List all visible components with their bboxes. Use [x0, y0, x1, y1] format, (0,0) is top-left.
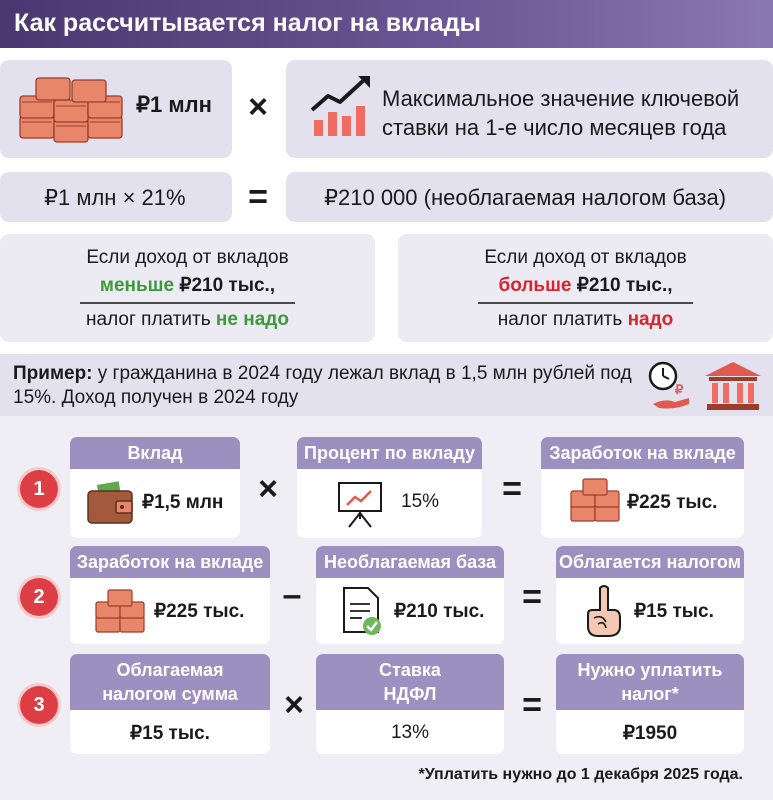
multiply-text: ₽1 млн × 21%	[44, 185, 186, 210]
condition-less-verdict: не надо	[215, 308, 289, 330]
step-number-1: 1	[20, 470, 58, 508]
card-value: ₽1,5 млн	[142, 492, 224, 513]
equals-sign: =	[248, 178, 268, 216]
key-rate-box	[286, 60, 773, 158]
divider	[80, 302, 295, 304]
footnote: *Уплатить нужно до 1 декабря 2025 года.	[418, 766, 743, 783]
card-header: Облагаемая налогом сумма	[70, 654, 270, 710]
condition-more-verdict: надо	[627, 308, 674, 330]
example-body: у гражданина в 2024 году лежал вклад в 1,5 млн рублей под 15%. Доход получен в 2024 году	[13, 363, 632, 408]
condition-more-amount: ₽210 тыс.,	[576, 275, 673, 296]
svg-text:₽: ₽	[675, 382, 684, 397]
card-header: Облагается налогом	[556, 546, 744, 578]
card-value: 15%	[401, 491, 440, 512]
wallet-icon	[86, 481, 136, 525]
condition-more-line1: Если доход от вкладов	[484, 247, 687, 268]
card-header: Заработок на вкладе	[70, 546, 270, 578]
card-header: Нужно уплатить налог*	[556, 654, 744, 710]
example-text	[13, 362, 633, 410]
condition-more-word: больше	[498, 275, 572, 296]
multiply-sign: ×	[248, 88, 268, 126]
multiply-sign: ×	[258, 470, 278, 508]
card-value: ₽225 тыс.	[154, 601, 245, 622]
card-value: ₽15 тыс.	[130, 723, 210, 744]
minus-sign: –	[282, 576, 302, 614]
card-header: Вклад	[70, 437, 240, 469]
example-section	[0, 354, 773, 416]
condition-less-amount: ₽210 тыс.,	[179, 275, 276, 296]
deposit-box	[0, 60, 232, 158]
condition-more-pre: налог платить	[497, 308, 628, 330]
step3-taxable-sum-card	[70, 654, 270, 754]
money-stack-icon	[569, 477, 621, 525]
equals-sign: =	[502, 470, 522, 508]
step2-nontaxable-card	[316, 546, 504, 644]
deposit-amount: ₽1 млн	[136, 92, 212, 117]
step-number-3: 3	[20, 686, 58, 724]
presentation-chart-icon	[335, 479, 385, 529]
money-stack-icon	[14, 74, 130, 146]
step3-tax-due-card	[556, 654, 744, 754]
condition-more	[398, 234, 773, 342]
card-value: ₽225 тыс.	[627, 492, 718, 513]
multiply-box	[0, 172, 232, 222]
card-header: Процент по вкладу	[297, 437, 482, 469]
step-number-2: 2	[20, 578, 58, 616]
condition-less-line1: Если доход от вкладов	[86, 247, 289, 268]
condition-less	[0, 234, 375, 342]
step3-ndfl-rate-card	[316, 654, 504, 754]
condition-less-word: меньше	[99, 275, 175, 296]
card-header: Заработок на вкладе	[541, 437, 744, 469]
card-value: ₽15 тыс.	[634, 601, 714, 622]
key-rate-text: Максимальное значение ключевой ставки на 1-е число месяцев года	[382, 86, 740, 140]
document-check-icon	[338, 586, 386, 638]
equals-sign: =	[522, 578, 542, 616]
bank-icon	[703, 360, 763, 412]
card-header: Необлагаемая база	[316, 546, 504, 578]
step1-rate-card	[297, 437, 482, 538]
result-box	[286, 172, 773, 222]
equals-sign: =	[522, 686, 542, 724]
card-value: ₽1950	[622, 723, 678, 744]
result-text: ₽210 000 (необлагаемая налогом база)	[324, 185, 727, 210]
money-stack-icon	[94, 588, 146, 636]
page-title: Как рассчитывается налог на вклады	[0, 0, 773, 48]
step2-earnings-card	[70, 546, 270, 644]
clock-icon	[645, 360, 695, 412]
step2-taxable-card	[556, 546, 744, 644]
growth-chart-icon	[308, 74, 374, 140]
divider	[478, 302, 693, 304]
condition-less-pre: налог платить	[86, 308, 216, 330]
card-value: 13%	[390, 722, 430, 743]
step1-deposit-card	[70, 437, 240, 538]
card-value: ₽210 тыс.	[394, 601, 485, 622]
multiply-sign: ×	[284, 686, 304, 724]
example-label: Пример:	[13, 363, 93, 384]
card-header: Ставка НДФЛ	[316, 654, 504, 710]
pointing-hand-icon	[584, 584, 624, 638]
step1-earnings-card	[541, 437, 744, 538]
